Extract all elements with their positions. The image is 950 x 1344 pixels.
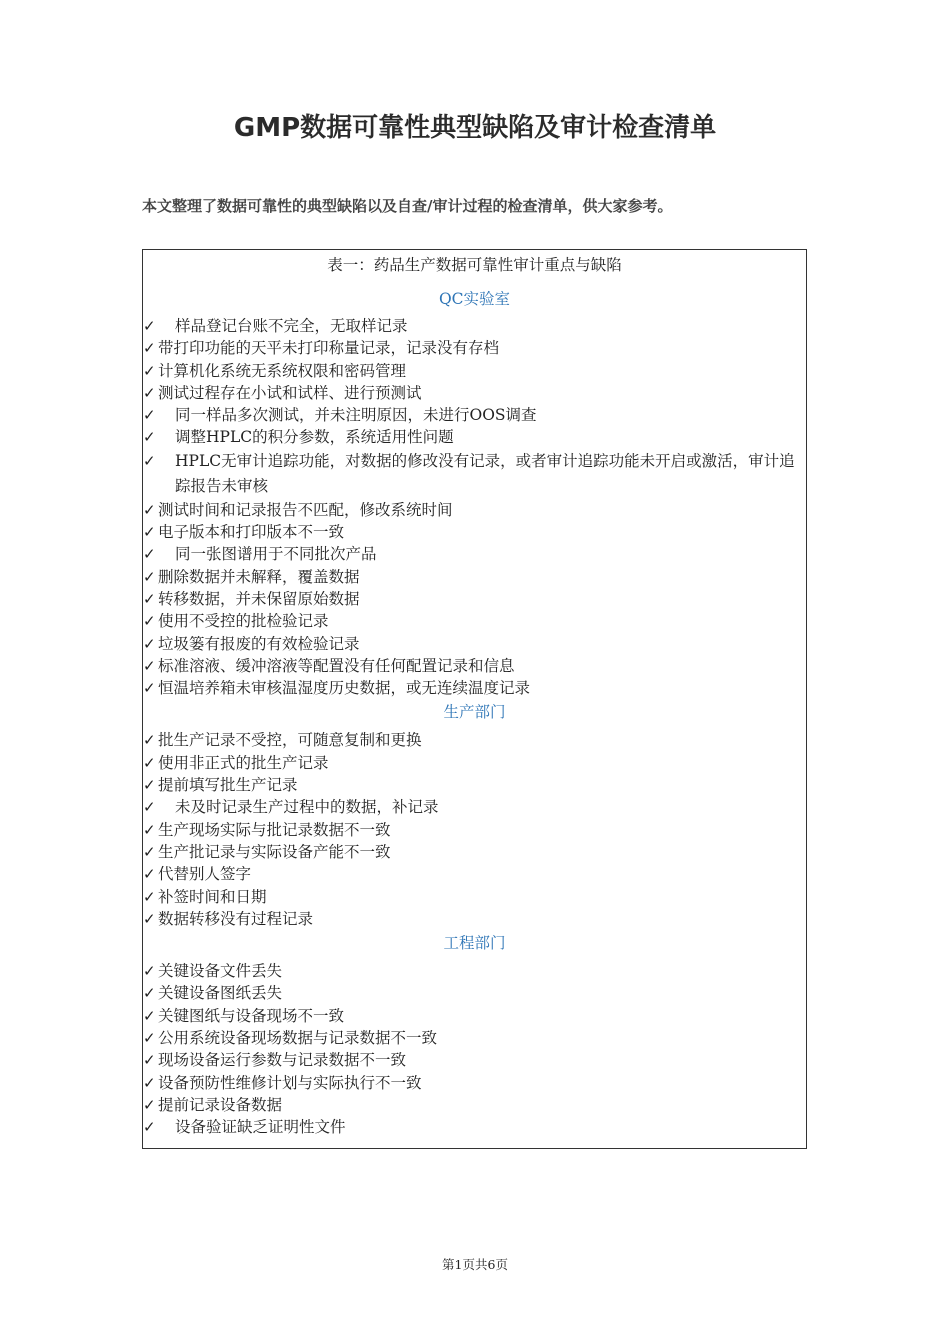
list-item-text: 恒温培养箱未审核温湿度历史数据，或无连续温度记录 [158, 679, 531, 698]
list-item-text: 调整HPLC的积分参数，系统适用性问题 [175, 428, 454, 447]
check-mark-icon: ✓ [143, 500, 156, 519]
list-item [143, 752, 806, 774]
list-item [143, 382, 806, 404]
section-heading-engineering: 工程部门 [443, 934, 506, 953]
check-mark-icon: ✓ [143, 656, 156, 675]
list-item-text: 补签时间和日期 [158, 887, 267, 906]
list-item [143, 360, 806, 382]
list-item-text: 现场设备运行参数与记录数据不一致 [158, 1051, 407, 1070]
list-item-text: 数据转移没有过程记录 [158, 909, 314, 928]
check-mark-icon: ✓ [143, 1118, 156, 1137]
check-mark-icon: ✓ [143, 798, 156, 817]
list-item-text: 带打印功能的天平未打印称量记录，记录没有存档 [158, 339, 500, 358]
list-item-text: 测试过程存在小试和试样、进行预测试 [158, 383, 422, 402]
list-item [143, 1027, 806, 1049]
check-mark-icon: ✓ [143, 428, 156, 447]
check-mark-icon: ✓ [143, 589, 156, 608]
check-mark-icon: ✓ [143, 753, 156, 772]
list-item-text: 使用不受控的批检验记录 [158, 612, 329, 631]
list-item [143, 588, 806, 610]
list-item-text: 标准溶液、缓冲溶液等配置没有任何配置记录和信息 [158, 656, 515, 675]
list-item-text: 删除数据并未解释，覆盖数据 [158, 567, 360, 586]
list-item-text: 关键图纸与设备现场不一致 [158, 1006, 345, 1025]
check-mark-icon: ✓ [143, 361, 156, 380]
check-mark-icon: ✓ [143, 406, 156, 425]
list-item-text: HPLC无审计追踪功能，对数据的修改没有记录，或者审计追踪功能未开启或激活，审计追踪报告未审核 [175, 451, 795, 495]
section-heading-production: 生产部门 [443, 703, 506, 722]
list-item [143, 337, 806, 359]
section-heading-qc: QC实验室 [438, 290, 511, 308]
list-item-text: 代替别人签字 [158, 865, 252, 884]
list-item-text: 关键设备文件丢失 [158, 962, 283, 981]
check-mark-icon: ✓ [143, 339, 156, 358]
list-item [143, 633, 806, 655]
list-item [143, 566, 806, 588]
check-mark-icon: ✓ [143, 634, 156, 653]
footer-suffix: 页 [495, 1257, 508, 1272]
list-item-text: 电子版本和打印版本不一致 [158, 523, 345, 542]
check-mark-icon: ✓ [143, 523, 156, 542]
list-item [143, 908, 806, 930]
list-item-text: 关键设备图纸丢失 [158, 984, 283, 1003]
document-intro: 本文整理了数据可靠性的典型缺陷以及自查/审计过程的检查清单，供大家参考。 [142, 197, 673, 215]
list-item-text: 生产现场实际与批记录数据不一致 [158, 820, 391, 839]
check-mark-icon: ✓ [143, 984, 156, 1003]
check-mark-icon: ✓ [143, 1029, 156, 1048]
list-item [143, 1072, 806, 1094]
page-footer [0, 1256, 950, 1274]
list-item-text: 提前填写批生产记录 [158, 776, 298, 795]
check-mark-icon: ✓ [143, 545, 156, 564]
list-item-text: 测试时间和记录报告不匹配，修改系统时间 [158, 500, 453, 519]
check-mark-icon: ✓ [143, 731, 156, 750]
list-item [143, 960, 806, 982]
list-item-text: 同一张图谱用于不同批次产品 [175, 545, 377, 564]
list-item-text: 生产批记录与实际设备产能不一致 [158, 842, 391, 861]
list-item [143, 543, 806, 565]
qc-item-list [143, 315, 806, 699]
list-item [143, 677, 806, 699]
list-item-text: 垃圾篓有报废的有效检验记录 [158, 634, 360, 653]
footer-prefix: 第 [442, 1257, 455, 1272]
check-mark-icon: ✓ [143, 451, 156, 470]
list-item-text: 设备预防性维修计划与实际执行不一致 [158, 1073, 422, 1092]
list-item [143, 1005, 806, 1027]
list-item-text: 批生产记录不受控，可随意复制和更换 [158, 731, 422, 750]
footer-current-page: 1 [454, 1257, 463, 1272]
list-item [143, 499, 806, 521]
audit-checklist-table [142, 249, 807, 1149]
check-mark-icon: ✓ [143, 317, 156, 335]
list-item [143, 655, 806, 677]
check-mark-icon: ✓ [143, 383, 156, 402]
list-item [143, 819, 806, 841]
check-mark-icon: ✓ [143, 776, 156, 795]
check-mark-icon: ✓ [143, 567, 156, 586]
list-item [143, 729, 806, 751]
engineering-item-list [143, 960, 806, 1138]
check-mark-icon: ✓ [143, 820, 156, 839]
list-item [143, 1049, 806, 1071]
check-mark-icon: ✓ [143, 612, 156, 631]
check-mark-icon: ✓ [143, 842, 156, 861]
list-item [143, 982, 806, 1004]
check-mark-icon: ✓ [143, 962, 156, 981]
list-item-text: 设备验证缺乏证明性文件 [175, 1118, 346, 1137]
list-item [143, 863, 806, 885]
list-item [143, 774, 806, 796]
check-mark-icon: ✓ [143, 1006, 156, 1025]
list-item [143, 1094, 806, 1116]
check-mark-icon: ✓ [143, 679, 156, 698]
list-item [143, 315, 806, 337]
list-item-text: 使用非正式的批生产记录 [158, 753, 329, 772]
list-item [143, 886, 806, 908]
list-item [143, 796, 806, 818]
check-mark-icon: ✓ [143, 1051, 156, 1070]
list-item-text: 计算机化系统无系统权限和密码管理 [158, 361, 407, 380]
list-item [143, 610, 806, 632]
list-item [143, 404, 806, 426]
footer-total-pages: 6 [487, 1257, 496, 1272]
list-item-text: 转移数据，并未保留原始数据 [158, 589, 360, 608]
list-item-text: 未及时记录生产过程中的数据，补记录 [175, 798, 439, 817]
list-item [143, 1116, 806, 1138]
check-mark-icon: ✓ [143, 1073, 156, 1092]
check-mark-icon: ✓ [143, 1095, 156, 1114]
check-mark-icon: ✓ [143, 865, 156, 884]
list-item-text: 公用系统设备现场数据与记录数据不一致 [158, 1029, 438, 1048]
check-mark-icon: ✓ [143, 909, 156, 928]
list-item [143, 841, 806, 863]
list-item-text: 同一样品多次测试，并未注明原因，未进行OOS调查 [175, 406, 537, 425]
footer-middle: 页共 [462, 1257, 488, 1272]
table-caption: 表一：药品生产数据可靠性审计重点与缺陷 [327, 256, 622, 274]
list-item-text: 样品登记台账不完全，无取样记录 [175, 317, 408, 335]
production-item-list [143, 729, 806, 930]
list-item [143, 426, 806, 448]
check-mark-icon: ✓ [143, 887, 156, 906]
list-item [143, 521, 806, 543]
list-item-text: 提前记录设备数据 [158, 1095, 283, 1114]
document-title: GMP数据可靠性典型缺陷及审计检查清单 [233, 113, 717, 143]
list-item [143, 449, 806, 499]
